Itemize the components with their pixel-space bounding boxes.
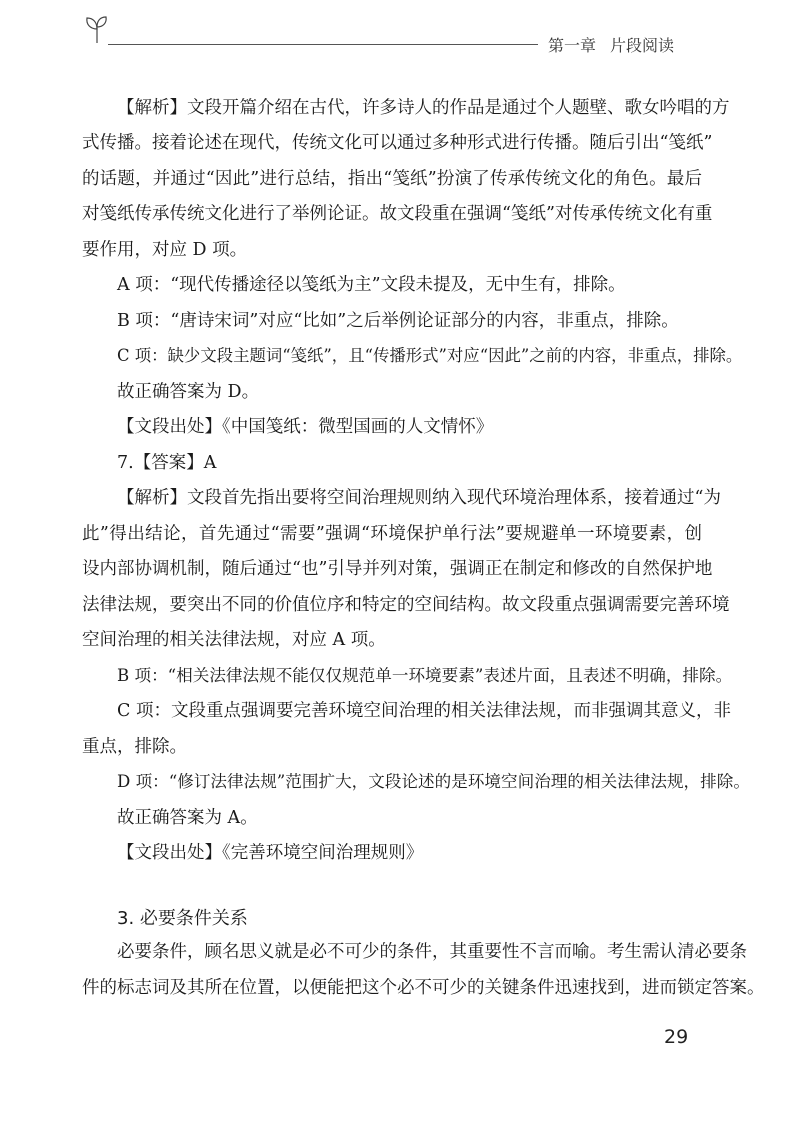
- option-b-explanation: B 项：“相关法律法规不能仅仅规范单一环境要素”表述片面，且表述不明确，排除。: [117, 666, 733, 685]
- question-number: 7.: [117, 453, 134, 473]
- section-label: 片段阅读: [610, 36, 675, 55]
- analysis-line: 对笺纸传承传统文化进行了举例论证。故文段重在强调“笺纸”对传承传统文化有重: [82, 204, 713, 224]
- option-c-explanation: C 项：文段重点强调要完善环境空间治理的相关法律法规，而非强调其意义，非: [117, 701, 731, 721]
- option-b-explanation: B 项：“唐诗宋词”对应“比如”之后举例论证部分的内容，非重点，排除。: [117, 311, 679, 331]
- page-number: 29: [664, 1026, 689, 1048]
- source-title: 《中国笺纸：微型国画的人文情怀》: [222, 417, 494, 437]
- analysis-line: 此”得出结论，首先通过“需要”强调“环境保护单行法”要规避单一环境要素，创: [82, 524, 702, 544]
- question-7-answer: [117, 451, 702, 475]
- chapter-label: 第一章: [548, 36, 597, 55]
- body-line: 件的标志词及其所在位置，以便能把这个必不可少的关键条件迅速找到，进而锁定答案。: [82, 978, 765, 998]
- correct-answer: 故正确答案为 D。: [117, 382, 260, 402]
- passage-source: [117, 841, 702, 865]
- answer-value: A: [203, 453, 217, 473]
- option-c-explanation: 重点，排除。: [82, 737, 187, 757]
- correct-answer: 故正确答案为 A。: [117, 808, 258, 828]
- section-heading: 3. 必要条件关系: [117, 908, 248, 929]
- body-line: 必要条件，顾名思义就是必不可少的条件，其重要性不言而喻。考生需认清必要条: [117, 942, 747, 962]
- analysis-line: 式传播。接着论述在现代，传统文化可以通过多种形式进行传播。随后引出“笺纸”: [82, 133, 713, 153]
- option-a-explanation: A 项：“现代传播途径以笺纸为主”文段未提及，无中生有，排除。: [117, 275, 626, 295]
- source-label: 【文段出处】: [117, 843, 222, 863]
- sprout-icon: [84, 14, 110, 44]
- analysis-line: 的话题，并通过“因此”进行总结，指出“笺纸”扮演了传承传统文化的角色。最后: [82, 169, 702, 189]
- analysis-line: 【解析】文段首先指出要将空间治理规则纳入现代环境治理体系，接着通过“为: [117, 488, 721, 508]
- header-rule: [108, 44, 538, 45]
- source-title: 《完善环境空间治理规则》: [222, 843, 424, 863]
- source-label: 【文段出处】: [117, 417, 222, 437]
- analysis-line: 法律法规，要突出不同的价值位序和特定的空间结构。故文段重点强调需要完善环境: [82, 595, 730, 615]
- analysis-line: 空间治理的相关法律法规，对应 A 项。: [82, 630, 386, 650]
- analysis-line: 要作用，对应 D 项。: [82, 240, 248, 260]
- passage-source: [117, 415, 702, 439]
- option-c-explanation: C 项：缺少文段主题词“笺纸”，且“传播形式”对应“因此”之前的内容，非重点，排除。: [117, 346, 743, 365]
- analysis-line: 【解析】文段开篇介绍在古代，许多诗人的作品是通过个人题壁、歌女吟唱的方: [117, 98, 730, 118]
- analysis-line: 设内部协调机制，随后通过“也”引导并列对策，强调正在制定和修改的自然保护地: [82, 559, 713, 579]
- option-d-explanation: D 项：“修订法律法规”范围扩大，文段论述的是环境空间治理的相关法律法规，排除。: [117, 772, 750, 791]
- running-header: [548, 33, 674, 56]
- answer-label: 【答案】: [133, 453, 204, 473]
